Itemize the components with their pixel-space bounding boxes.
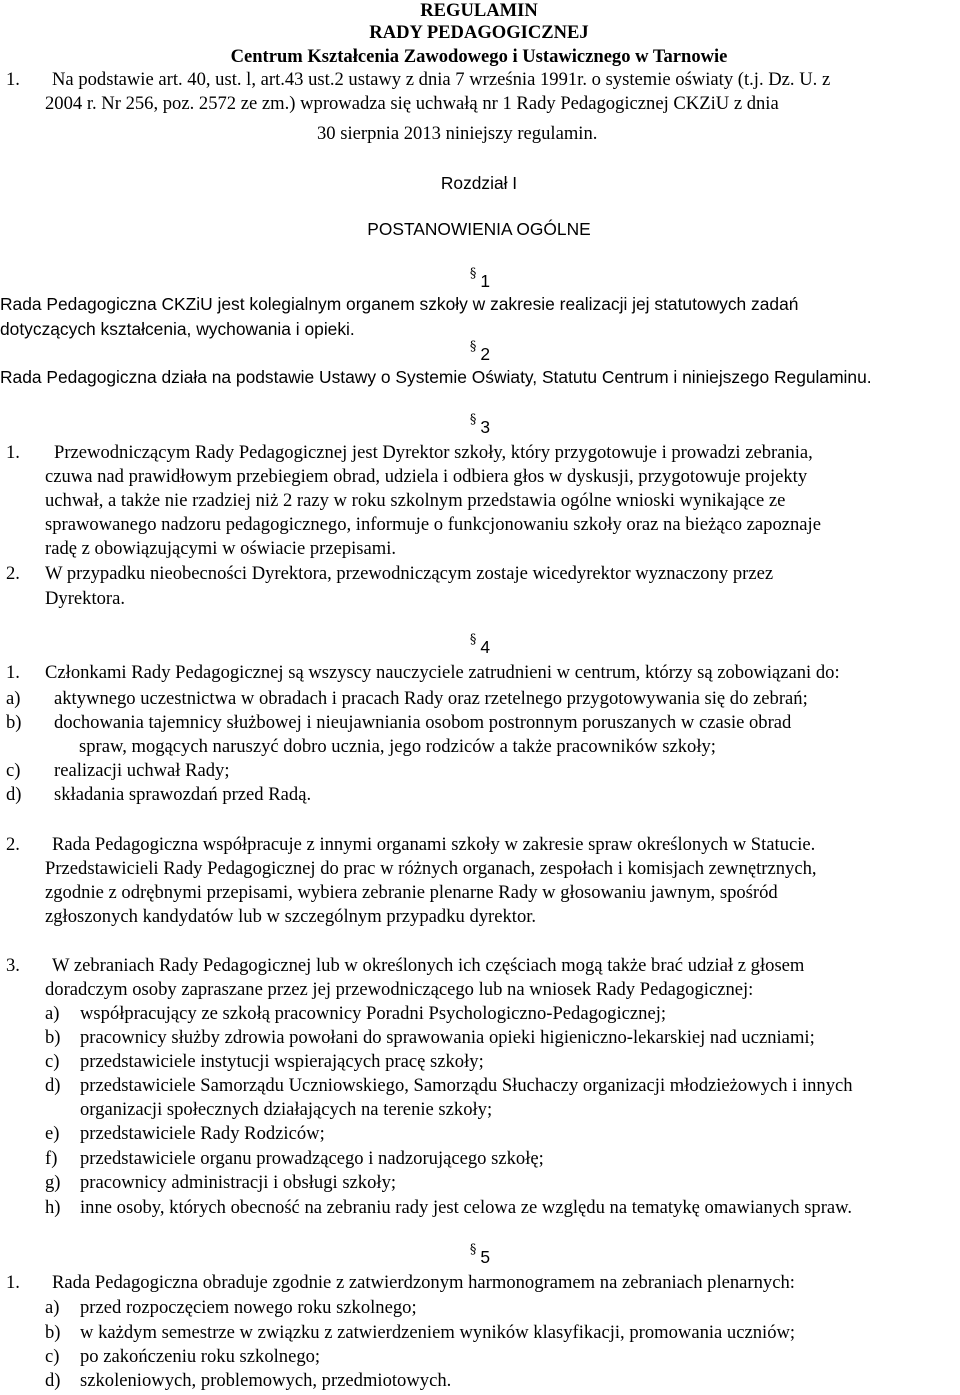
institution-name: Centrum Kształcenia Zawodowego i Ustawicznego w Tarnowie [230,46,728,67]
section-5-heading [0,1242,960,1268]
document-subtitle: RADY PEDAGOGICZNEJ [369,22,589,43]
section-1-text: dotyczących kształcenia, wychowania i opieki. [0,319,355,339]
list-item-text: po zakończeniu roku szkolnego; [80,1346,321,1367]
section-4-text: doradczym osoby zapraszane przez jej przewodniczącego lub na wniosek Rady Pedagogicznej: [45,979,754,1000]
preamble-line: 2004 r. Nr 256, poz. 2572 ze zm.) wprowadza się uchwałą nr 1 Rady Pedagogicznej CKZiU z dnia [45,93,779,114]
section-number: 5 [480,1247,491,1267]
list-letter: e) [45,1123,60,1144]
section-3-text: uchwał, a także nie rzadziej niż 2 razy w roku szkolnym przedstawia ogólne wnioski wynikające ze [45,490,786,511]
list-item-text: przedstawiciele instytucji wspierających pracę szkoły; [80,1051,484,1072]
list-letter: c) [45,1051,60,1072]
list-letter: b) [45,1027,61,1048]
section-4-text: Przedstawicieli Rady Pedagogicznej do prac w różnych organach, zespołach i komisjach zewnętrznych, [45,858,817,879]
section-4-text: Członkami Rady Pedagogicznej są wszyscy nauczyciele zatrudnieni w centrum, którzy są zobowiązani do: [45,662,840,683]
list-item-text: pracownicy administracji i obsługi szkoły; [80,1172,397,1193]
section-sign: § [469,632,477,647]
list-letter: d) [45,1075,61,1096]
section-4-text: zgodnie z odrębnymi przepisami, wybiera zebranie plenarne Rady w głosowaniu jawnym, spośród [45,882,778,903]
list-letter: b) [6,712,22,733]
section-number: 3 [480,417,491,437]
section-number: 1 [480,271,491,291]
preamble-line: Na podstawie art. 40, ust. l, art.43 ust.2 ustawy z dnia 7 września 1991r. o systemie oświaty (t.j. Dz. U. z [52,69,831,90]
section-sign: § [469,266,477,281]
list-item-text: przedstawiciele organu prowadzącego i nadzorującego szkołę; [80,1148,544,1169]
list-letter: d) [6,784,22,805]
section-3-text: czuwa nad prawidłowym przebiegiem obrad, udziela i odbiera głos w dyskusji, przygotowuje projekty [45,466,808,487]
list-item-text: inne osoby, których obecność na zebraniu rady jest celowa ze względu na tematykę omawianych spraw. [80,1197,853,1218]
section-number: 4 [480,637,491,657]
section-3-text: Przewodniczącym Rady Pedagogicznej jest Dyrektor szkoły, który przygotowuje i prowadzi zebrania, [54,442,813,463]
list-letter: b) [45,1322,61,1343]
preamble-line: 30 sierpnia 2013 niniejszy regulamin. [317,123,598,144]
section-3-text: radę z obowiązującymi w oświacie przepisami. [45,538,397,559]
section-3-text: Dyrektora. [45,588,126,609]
list-number: 2. [6,563,20,584]
section-1-heading [0,266,960,292]
list-letter: a) [45,1003,60,1024]
list-letter: a) [6,688,21,709]
chapter-label: Rozdział I [440,173,518,193]
list-item-text: realizacji uchwał Rady; [54,760,230,781]
list-letter: c) [6,760,21,781]
list-number: 1. [6,662,20,683]
section-2-heading [0,339,960,365]
section-4-heading [0,632,960,658]
list-item-text: pracownicy służby zdrowia powołani do sprawowania opieki higieniczno-lekarskiej nad uczniami; [80,1027,815,1048]
document-title: REGULAMIN [420,0,538,21]
section-4-text: Rada Pedagogiczna współpracuje z innymi organami szkoły w zakresie spraw określonych w Statucie. [52,834,816,855]
section-5-text: Rada Pedagogiczna obraduje zgodnie z zatwierdzonym harmonogramem na zebraniach plenarnych: [52,1272,795,1293]
list-item-text: współpracujący ze szkołą pracownicy Poradni Psychologiczno-Pedagogicznej; [80,1003,667,1024]
list-letter: c) [45,1346,60,1367]
list-item-text: przedstawiciele Samorządu Uczniowskiego, Samorządu Słuchaczy organizacji młodzieżowych i innych [80,1075,853,1096]
section-3-heading [0,412,960,438]
list-item-text: w każdym semestrze w związku z zatwierdzeniem wyników klasyfikacji, promowania uczniów; [80,1322,796,1343]
list-letter: d) [45,1370,61,1391]
list-letter: g) [45,1172,61,1193]
list-item-text: przedstawiciele Rady Rodziców; [80,1123,325,1144]
list-item-text: składania sprawozdań przed Radą. [54,784,312,805]
section-1-text: Rada Pedagogiczna CKZiU jest kolegialnym organem szkoły w zakresie realizacji jej statutowych zadań [0,294,799,314]
list-item-text: spraw, mogących naruszyć dobro ucznia, jego rodziców a także pracowników szkoły; [79,736,716,757]
section-3-text: W przypadku nieobecności Dyrektora, przewodniczącym zostaje wicedyrektor wyznaczony przez [45,563,774,584]
preamble-number: 1. [6,69,20,90]
section-4-text: zgłoszonych kandydatów lub w szczególnym przypadku dyrektor. [45,906,537,927]
list-letter: a) [45,1297,60,1318]
list-letter: h) [45,1197,61,1218]
list-number: 1. [6,442,20,463]
section-2-text: Rada Pedagogiczna działa na podstawie Ustawy o Systemie Oświaty, Statutu Centrum i niniejszego Regulaminu. [0,367,872,387]
list-item-text: aktywnego uczestnictwa w obradach i pracach Rady oraz rzetelnego przygotowywania się do zebrań; [54,688,808,709]
section-number: 2 [480,344,491,364]
list-number: 1. [6,1272,20,1293]
list-item-text: dochowania tajemnicy służbowej i nieujawniania osobom postronnym poruszanych w czasie obrad [54,712,792,733]
section-sign: § [469,1242,477,1257]
list-number: 3. [6,955,20,976]
list-letter: f) [45,1148,58,1169]
section-sign: § [469,339,477,354]
list-item-text: szkoleniowych, problemowych, przedmiotowych. [80,1370,452,1391]
list-number: 2. [6,834,20,855]
section-sign: § [469,412,477,427]
section-4-text: W zebraniach Rady Pedagogicznej lub w określonych ich częściach mogą także brać udział z głosem [52,955,805,976]
chapter-heading: POSTANOWIENIA OGÓLNE [367,219,591,239]
list-item-text: organizacji społecznych działających na terenie szkoły; [80,1099,493,1120]
section-3-text: sprawowanego nadzoru pedagogicznego, informuje o funkcjonowaniu szkoły oraz na bieżąco zapoznaje [45,514,821,535]
list-item-text: przed rozpoczęciem nowego roku szkolnego; [80,1297,417,1318]
